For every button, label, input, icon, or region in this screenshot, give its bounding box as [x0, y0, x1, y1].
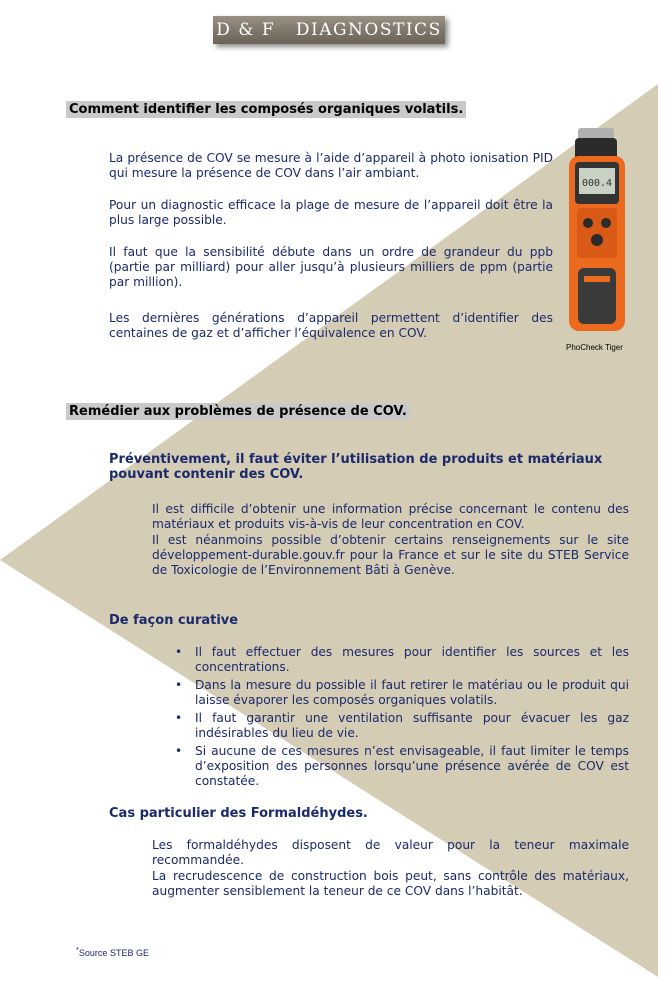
paragraph-generations: Les dernières générations d’appareil permettent d’identifier des centaines de gaz et d’afficher l’équivalence en COV.: [109, 311, 553, 340]
list-item: • Il faut garantir une ventilation suffisante pour évacuer les gaz indésirables du lieu de vie.: [175, 711, 629, 740]
preventive-text-1: Il est difficile d’obtenir une information précise concernant le contenu des matériaux et produits vis-à-vis de leur concentration en COV.: [152, 502, 629, 531]
footnote: [76, 945, 149, 958]
bullet-icon: •: [175, 678, 183, 692]
logo-banner: D & F DIAGNOSTICS: [213, 16, 445, 44]
section-heading-remedy: Remédier aux problèmes de présence de COV.: [66, 403, 410, 420]
paragraph-pid: La présence de COV se mesure à l’aide d’appareil à photo ionisation PID qui mesure la présence de COV dans l’air ambiant.: [109, 151, 553, 180]
formaldehyde-text-1: Les formaldéhydes disposent de valeur pour la teneur maximale recommandée.: [152, 838, 629, 867]
preventive-text-2: Il est néanmoins possible d’obtenir certains renseignements sur le site développement-durable.gouv.fr pour la France et sur le site du STEB Service de Toxicologie de l’Environnement Bâti à Genève.: [152, 533, 629, 577]
formaldehyde-title: Cas particulier des Formaldéhydes.: [109, 806, 368, 821]
bullet-icon: •: [175, 744, 183, 758]
footnote-marker: *: [76, 945, 79, 954]
section-heading-identify: Comment identifier les composés organiques volatils.: [66, 101, 466, 118]
curative-bullet-list: [175, 645, 629, 792]
phocheck-device-image: [566, 128, 636, 333]
paragraph-range: Pour un diagnostic efficace la plage de mesure de l’appareil doit être la plus large possible.: [109, 198, 553, 227]
list-item: • Dans la mesure du possible il faut retirer le matériau ou le produit qui laisse évaporer les composés organiques volatils.: [175, 678, 629, 707]
paragraph-sensitivity: Il faut que la sensibilité débute dans un ordre de grandeur du ppb (partie par milliard) pour aller jusqu’à plusieurs milliers de ppm (partie par million).: [109, 245, 553, 289]
footnote-text: Source STEB GE: [78, 948, 149, 958]
list-item: • Il faut effectuer des mesures pour identifier les sources et les concentrations.: [175, 645, 629, 674]
device-display-reading: 000.4: [581, 178, 613, 189]
curative-title: De façon curative: [109, 613, 239, 628]
formaldehyde-text-2: La recrudescence de construction bois peut, sans contrôle des matériaux, augmenter sensiblement la teneur de ce COV dans l’habitât.: [152, 869, 629, 898]
bullet-icon: •: [175, 711, 183, 725]
device-caption: PhoCheck Tiger: [566, 343, 623, 352]
list-item: • Si aucune de ces mesures n’est envisageable, il faut limiter le temps d’exposition des personnes lorsqu’une présence avérée de COV est constatée.: [175, 744, 629, 788]
preventive-title: Préventivement, il faut éviter l’utilisation de produits et matériaux pouvant contenir des COV.: [109, 452, 603, 482]
bullet-icon: •: [175, 645, 183, 659]
